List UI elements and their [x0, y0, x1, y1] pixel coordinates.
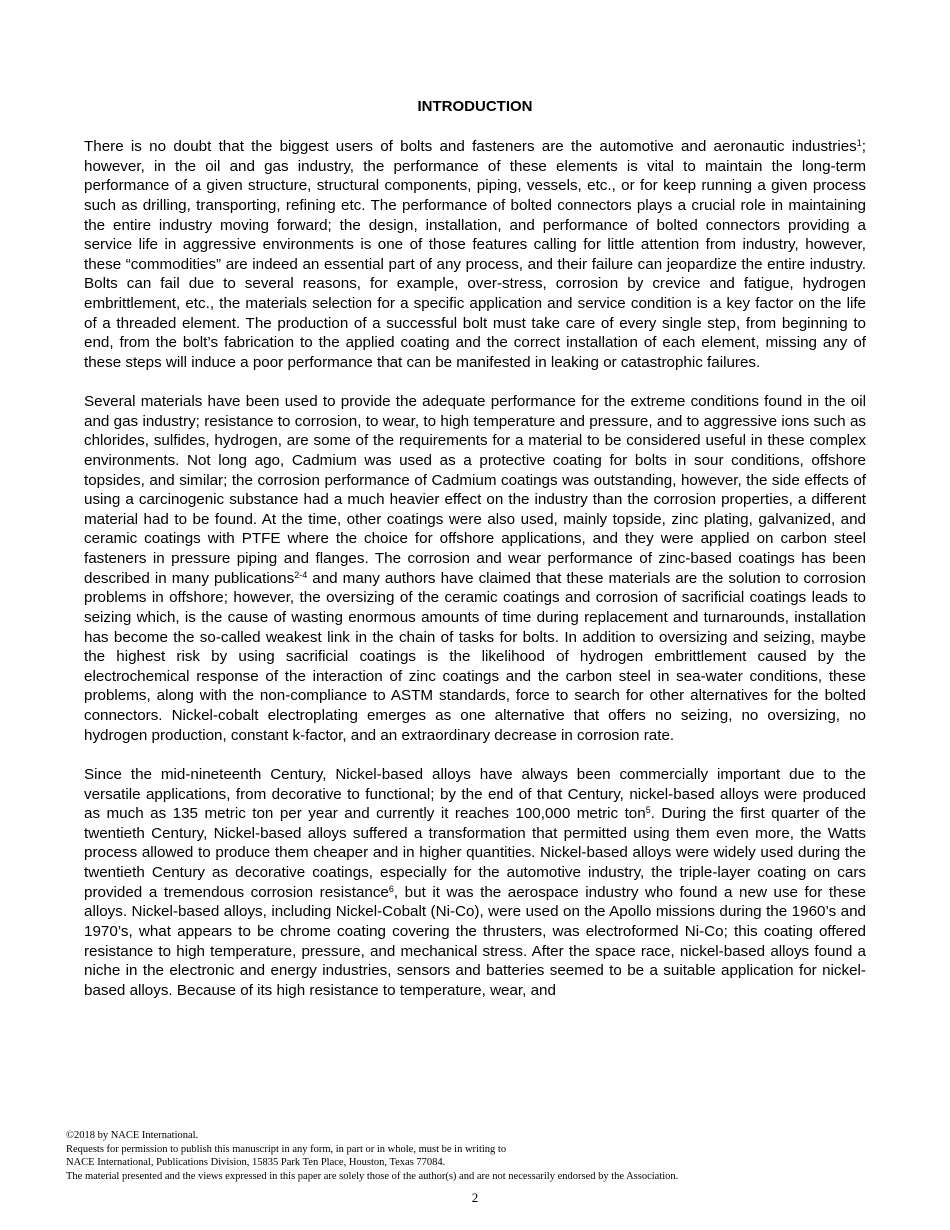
text-run: Since the mid-nineteenth Century, Nickel-based alloys have always been commercially important due to the versatile applications, from decorative to functional; by the end of that Century, nickel-based alloys were produced as much as 135 metric ton per year and currently it reaches 100,000 metric ton — [84, 765, 866, 823]
page-footer — [66, 1129, 886, 1183]
copyright-line: ©2018 by NACE International. — [66, 1130, 199, 1141]
text-run: and many authors have claimed that these materials are the solution to corrosion problems in offshore; however, the oversizing of the ceramic coatings and corrosion of sacrificial coatings leads to seizing which, is the cause of wasting enormous amounts of time during replacement and turnarounds, installation has become the so-called weakest link in the chain of tasks for bolts. In addition to oversizing and seizing, maybe the highest risk by using sacrificial coatings is the likelihood of hydrogen embrittlement caused by the electrochemical response of the interaction of zinc coatings and the carbon steel in sea-water conditions, these problems, along with the non-compliance to ASTM standards, force to search for other alternatives for the bolted connectors. Nickel-cobalt electroplating emerges as one alternative that offers no seizing, no oversizing, no hydrogen production, constant k-factor, and an extraordinary decrease in corrosion rate. — [84, 569, 866, 744]
text-run: . During the first quarter of the twentieth Century, Nickel-based alloys suffered a transformation that permitted using them even more, the Watts process allowed to produce them cheaper and in higher quantities. Nickel-based alloys were widely used during the twentieth Century as decorative coatings, especially for the automotive industry, the triple-layer coating on cars provided a tremendous corrosion resistance — [84, 805, 866, 901]
citation-superscript: 1 — [856, 138, 862, 148]
text-run: There is no doubt that the biggest users of bolts and fasteners are the automotive and aeronautic industries — [84, 138, 857, 155]
citation-superscript: 6 — [388, 883, 394, 894]
address-line: NACE International, Publications Division, 15835 Park Ten Place, Houston, Texas 77084. — [66, 1157, 446, 1169]
body-text — [84, 137, 866, 1000]
paragraph — [84, 137, 866, 373]
permission-line: Requests for permission to publish this manuscript in any form, in part or in whole, must be in writing to — [66, 1143, 507, 1155]
paragraph — [84, 392, 866, 745]
page-number: 2 — [471, 1190, 479, 1205]
paragraph — [84, 765, 866, 1001]
citation-superscript: 2-4 — [294, 569, 308, 580]
text-run: , but it was the aerospace industry who found a new use for these alloys. Nickel-based alloys, including Nickel-Cobalt (Ni-Co), were used on the Apollo missions during the 1960’s and 1970’s, what appears to be chrome coating covering the thrusters, was electroformed Ni-Co; this coating offered resistance to high temperature, pressure, and mechanical stress. After the space race, nickel-based alloys found a niche in the electronic and energy industries, sensors and batteries seemed to be a suitable application for nickel-based alloys. Because of its high resistance to temperature, wear, and — [84, 883, 866, 999]
text-run: Several materials have been used to provide the adequate performance for the extreme conditions found in the oil and gas industry; resistance to corrosion, to wear, to high temperature and pressure, and to aggressive ions such as chlorides, sulfides, hydrogen, are some of the requirements for a material to be considered useful in these complex environments. Not long ago, Cadmium was used as a protective coating for bolts in sour conditions, offshore topsides, and similar; the corrosion performance of Cadmium coatings was outstanding, however, the side effects of using a carcinogenic substance had a much heavier effect on the industry than the corrosion properties, a different material had to be found. At the time, other coatings were also used, mainly topside, zinc plating, galvanized, and ceramic coatings with PTFE where the choice for offshore applications, and they were applied on carbon steel fasteners in pressure piping and flanges. The corrosion and wear performance of zinc-based coatings has been described in many publications — [84, 393, 866, 587]
disclaimer-line: The material presented and the views expressed in this paper are solely those of the author(s) and are not necessarily endorsed by the Association. — [66, 1170, 679, 1182]
section-heading: INTRODUCTION — [417, 98, 533, 115]
text-run: ; however, in the oil and gas industry, the performance of these elements is vital to maintain the long-term performance of a given structure, structural components, piping, vessels, etc., or for keep running a given process such as drilling, transporting, refining etc. The performance of bolted connectors plays a crucial role in maintaining the entire industry moving forward; the design, installation, and performance of bolted connectors providing a service life in aggressive environments is one of those features calling for little attention from industry, however, these “commodities” are indeed an essential part of any process, and their failure can jeopardize the entire industry. Bolts can fail due to several reasons, for example, over-stress, corrosion by crevice and fatigue, hydrogen embrittlement, etc., the materials selection for a specific application and service condition is a key factor on the life of a threaded element. The production of a successful bolt must take care of every single step, from beginning to end, from the bolt’s fabrication to the applied coating and the correct installation of each element, missing any of these steps will induce a poor performance that can be manifested in leaking or catastrophic failures. — [84, 138, 866, 371]
citation-superscript: 5 — [645, 805, 651, 816]
